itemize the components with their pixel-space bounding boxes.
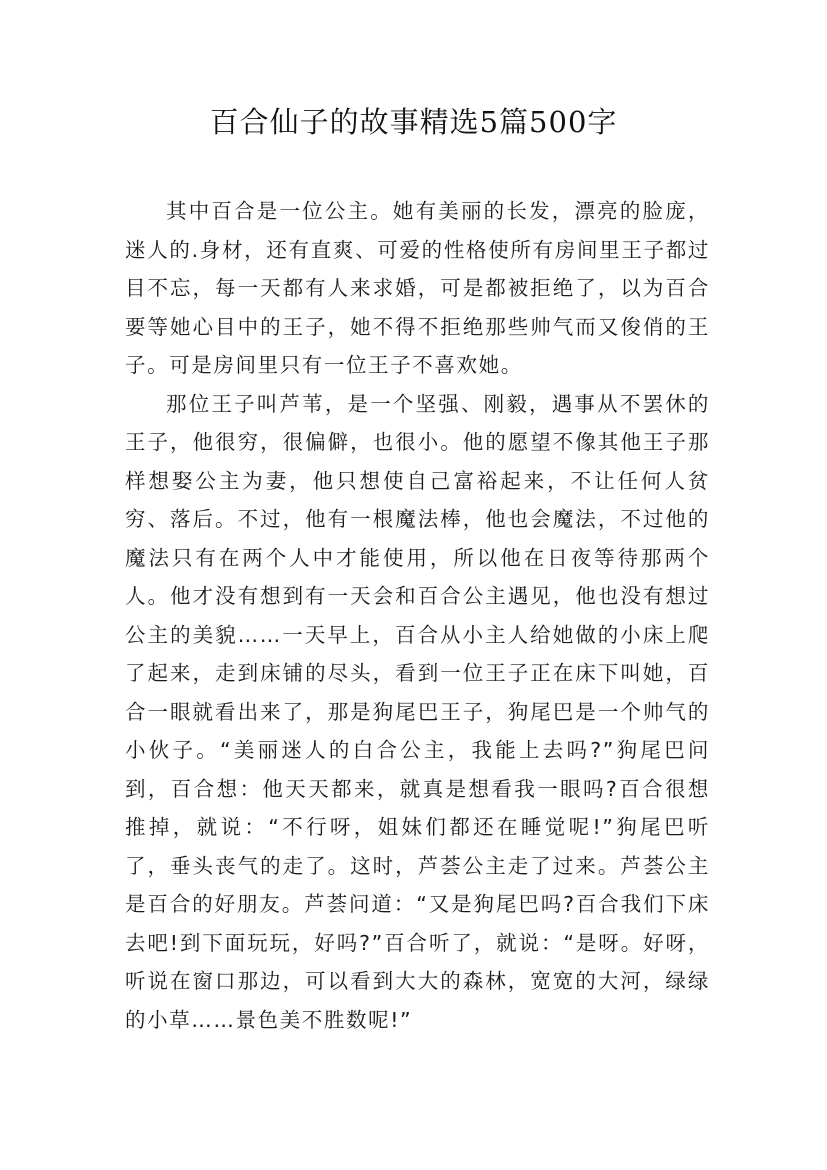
paragraph: 那位王子叫芦苇，是一个坚强、刚毅，遇事从不罢休的王子，他很穷，很偏僻，也很小。他的愿望不像其他王子那样想娶公主为妻，他只想使自己富裕起来，不让任何人贫穷、落后。不过，他有一根魔法棒，他也会魔法，不过他的魔法只有在两个人中才能使用，所以他在日夜等待那两个人。他才没有想到有一天会和百合公主遇见，他也没有想过公主的美貌……一天早上，百合从小主人给她做的小床上爬了起来，走到床铺的尽头，看到一位王子正在床下叫她，百合一眼就看出来了，那是狗尾巴王子，狗尾巴是一个帅气的小伙子。“美丽迷人的白合公主，我能上去吗?”狗尾巴问到，百合想：他天天都来，就真是想看我一眼吗?百合很想推掉，就说：“不行呀，姐妹们都还在睡觉呢!”狗尾巴听了，垂头丧气的走了。这时，芦荟公主走了过来。芦荟公主是百合的好朋友。芦荟问道：“又是狗尾巴吗?百合我们下床去吧!到下面玩玩，好吗?”百合听了，就说：“是呀。好呀，听说在窗口那边，可以看到大大的森林，宽宽的大河，绿绿的小草……景色美不胜数呢!” — [125, 391, 710, 1032]
document-body — [125, 192, 710, 1039]
document-title: 百合仙子的故事精选5篇500字 — [209, 105, 618, 139]
paragraph: 其中百合是一位公主。她有美丽的长发，漂亮的脸庞，迷人的.身材，还有直爽、可爱的性格使所有房间里王子都过目不忘，每一天都有人来求婚，可是都被拒绝了，以为百合要等她心目中的王子，她不得不拒绝那些帅气而又俊俏的王子。可是房间里只有一位王子不喜欢她。 — [125, 199, 710, 377]
